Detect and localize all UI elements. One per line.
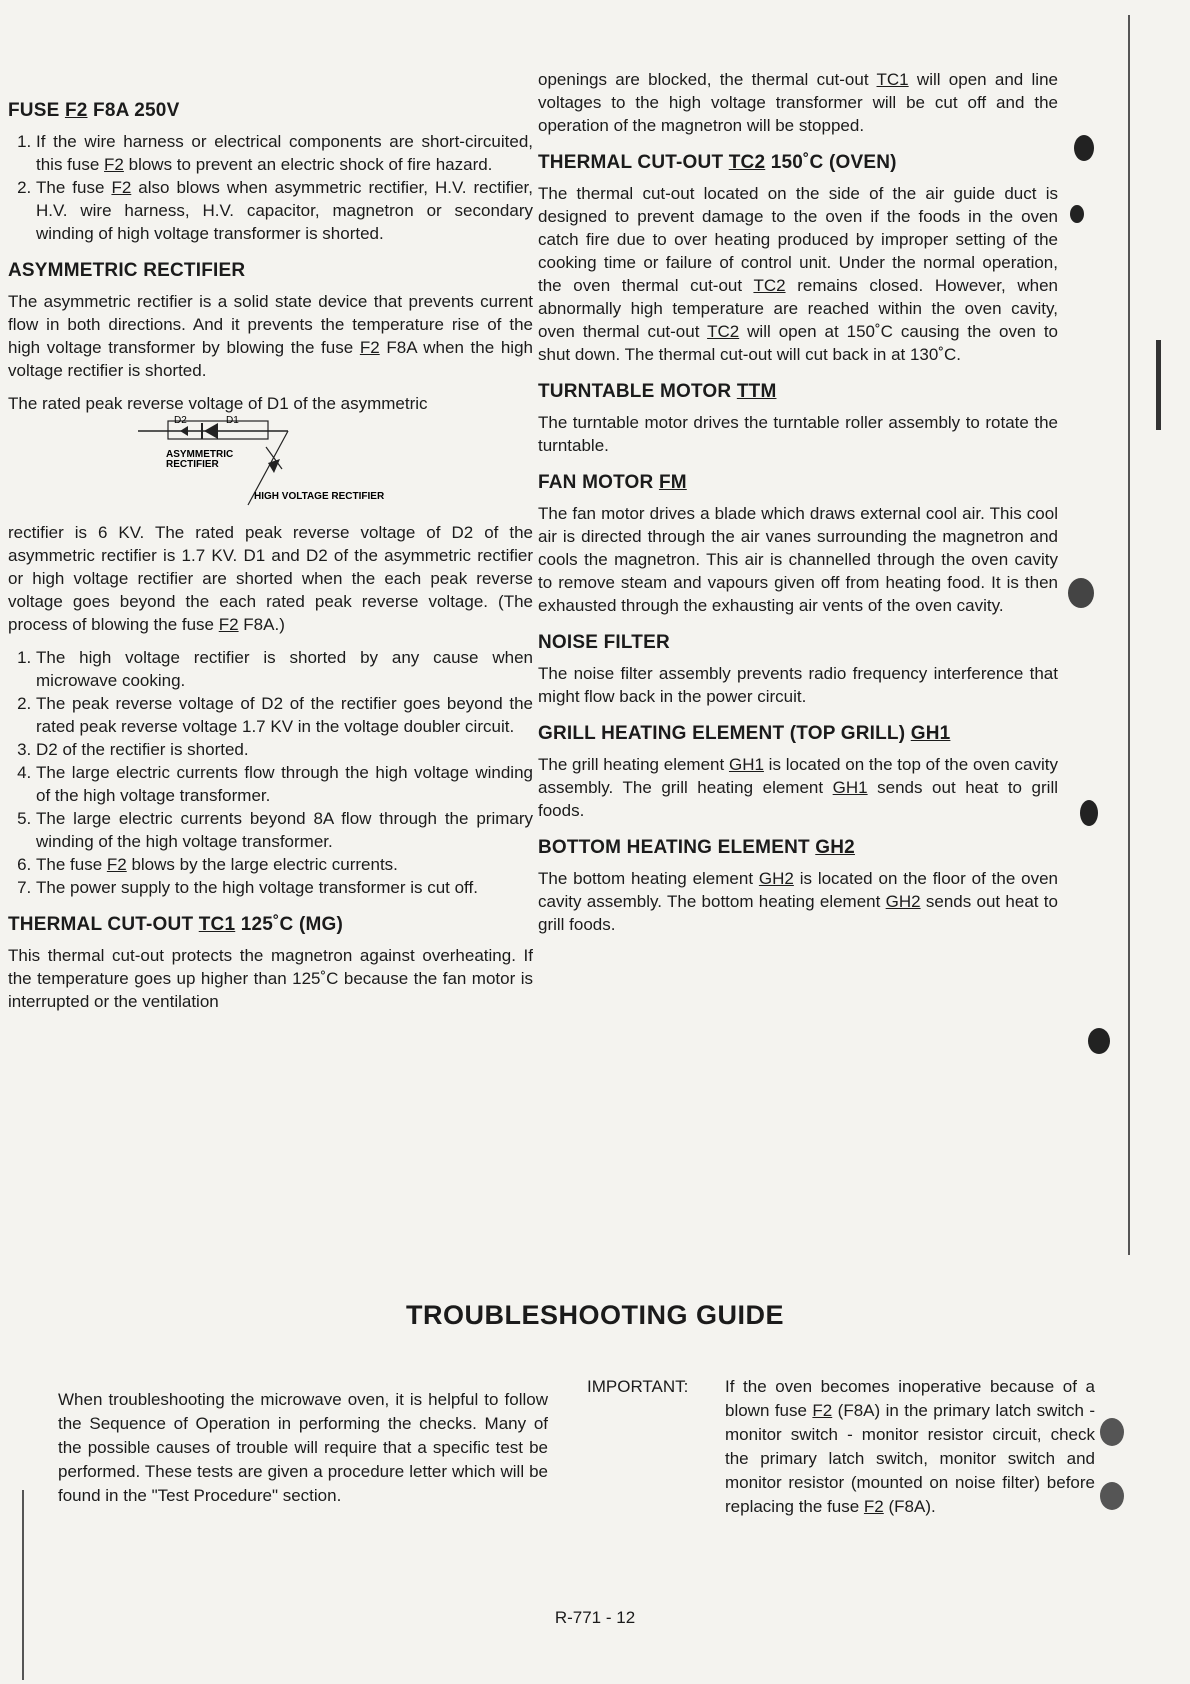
- fuse-heading: FUSE F2 F8A 250V: [8, 100, 180, 121]
- noise-filter-heading: NOISE FILTER: [538, 632, 670, 653]
- list-item: 4. The large electric currents flow through the high voltage winding of the high voltage transformer.: [36, 761, 533, 807]
- gh2-paragraph: The bottom heating element GH2 is located on the floor of the oven cavity assembly. The bottom heating element GH2 sends out heat to grill foods.: [538, 869, 1058, 934]
- list-item: 2. The fuse F2 also blows when asymmetric rectifier, H.V. rectifier, H.V. wire harness, H.V. capacitor, magnetron or secondary winding of high voltage transformer is shorted.: [36, 176, 533, 245]
- list-item: 3. D2 of the rectifier is shorted.: [36, 738, 533, 761]
- tc1-paragraph: This thermal cut-out protects the magnetron against overheating. If the temperature goes up higher than 125˚C because the fan motor is interrupted or the ventilation: [8, 946, 533, 1011]
- list-item: 1. The high voltage rectifier is shorted by any cause when microwave cooking.: [36, 646, 533, 692]
- rectifier-diagram-svg: [118, 415, 478, 515]
- tc1-continued-paragraph: openings are blocked, the thermal cut-out TC1 will open and line voltages to the high voltage transformer will be cut off and the operation of the magnetron will be stopped.: [538, 70, 1058, 135]
- right-column: [538, 68, 1058, 946]
- list-item: 2. The peak reverse voltage of D2 of the rectifier goes beyond the rated peak reverse voltage 1.7 KV in the voltage doubler circuit.: [36, 692, 533, 738]
- important-label: IMPORTANT:: [587, 1377, 689, 1396]
- reverse-voltage-paragraph: rectifier is 6 KV. The rated peak reverse voltage of D2 of the asymmetric rectifier is 1.7 KV. D1 and D2 of the asymmetric rectifier or high voltage rectifier are shorted when the each peak reverse voltage goes beyond the each rated peak reverse voltage. (The process of blowing the fuse F2 F8A.): [8, 523, 533, 634]
- asymmetric-rectifier-heading: ASYMMETRIC RECTIFIER: [8, 260, 246, 281]
- diode-d2-symbol: [180, 426, 188, 436]
- tc1-heading: THERMAL CUT-OUT TC1 125˚C (MG): [8, 914, 344, 935]
- d1-label: D1: [226, 415, 239, 426]
- list-item: 6. The fuse F2 blows by the large electric currents.: [36, 853, 533, 876]
- noise-filter-paragraph: The noise filter assembly prevents radio frequency interference that might flow back in the power circuit.: [538, 664, 1058, 706]
- binder-hole-mark: [1100, 1418, 1124, 1446]
- binder-hole-mark: [1074, 135, 1094, 161]
- list-item: 7. The power supply to the high voltage transformer is cut off.: [36, 876, 533, 899]
- reverse-voltage-lead: The rated peak reverse voltage of D1 of the asymmetric: [8, 394, 428, 413]
- d2-label: D2: [174, 415, 187, 426]
- asymmetric-rectifier-paragraph: The asymmetric rectifier is a solid state device that prevents current flow in both directions. And it prevents the temperature rise of the high voltage transformer by blowing the fuse F2 F8A when the high voltage rectifier is shorted.: [8, 292, 533, 380]
- tc2-paragraph: The thermal cut-out located on the side of the air guide duct is designed to prevent damage to the oven if the foods in the oven catch fire due to over heating produced by improper setting of the cooking time or failure of control unit. Under the normal operation, the oven thermal cut-out TC2 remains closed. However, when abnormally high temperature are reached within the oven cavity, oven thermal cut-out TC2 will open at 150˚C causing the oven to shut down. The thermal cut-out will cut back in at 130˚C.: [538, 184, 1058, 364]
- binder-hole-mark: [1068, 578, 1094, 608]
- gh1-heading: GRILL HEATING ELEMENT (TOP GRILL) GH1: [538, 723, 951, 744]
- asymmetric-label-1: ASYMMETRIC: [166, 449, 234, 460]
- binder-hole-mark: [1070, 205, 1084, 223]
- list-item: 1. If the wire harness or electrical components are short-circuited, this fuse F2 blows to prevent an electric shock of fire hazard.: [36, 130, 533, 176]
- blowing-process-list: [8, 646, 533, 899]
- scan-edge-line: [1156, 340, 1161, 430]
- rectifier-diagram: [118, 415, 478, 515]
- gh2-heading: BOTTOM HEATING ELEMENT GH2: [538, 837, 855, 858]
- asymmetric-label-2: RECTIFIER: [166, 459, 219, 470]
- important-text: If the oven becomes inoperative because of a blown fuse F2 (F8A) in the primary latch switch - monitor switch - monitor resistor circuit, check the primary latch switch, monitor switch and monitor resistor (mounted on noise filter) before replacing the fuse F2 (F8A).: [725, 1377, 1095, 1516]
- list-item: 5. The large electric currents beyond 8A flow through the primary winding of the high voltage transformer.: [36, 807, 533, 853]
- troubleshooting-intro: When troubleshooting the microwave oven, it is helpful to follow the Sequence of Operation in performing the checks. Many of the possible causes of trouble will require that a specific test be performed. These tests are given a procedure letter which will be found in the "Test Procedure" section.: [58, 1390, 548, 1505]
- tc2-heading: THERMAL CUT-OUT TC2 150˚C (OVEN): [538, 152, 897, 173]
- troubleshooting-title: TROUBLESHOOTING GUIDE: [405, 1300, 784, 1330]
- binder-hole-mark: [1100, 1482, 1124, 1510]
- turntable-motor-heading: TURNTABLE MOTOR TTM: [538, 381, 777, 402]
- turntable-motor-paragraph: The turntable motor drives the turntable roller assembly to rotate the turntable.: [538, 413, 1058, 455]
- scan-edge-line: [1128, 15, 1130, 1255]
- gh1-paragraph: The grill heating element GH1 is located on the top of the oven cavity assembly. The grill heating element GH1 sends out heat to grill foods.: [538, 755, 1059, 820]
- left-column: [8, 85, 533, 1023]
- binder-hole-mark: [1088, 1028, 1110, 1054]
- fan-motor-heading: FAN MOTOR FM: [538, 472, 687, 493]
- page-footer: R-771 - 12: [554, 1608, 636, 1627]
- hv-rectifier-symbol: [268, 459, 280, 473]
- hv-rectifier-label: HIGH VOLTAGE RECTIFIER: [254, 491, 385, 502]
- fan-motor-paragraph: The fan motor drives a blade which draws external cool air. This cool air is directed through the air vanes surrounding the magnetron and cools the magnetron. This air is channelled through the oven cavity to remove steam and vapours given off from heating food. It is then exhausted through the exhausting air vents of the oven cavity.: [538, 504, 1058, 615]
- fuse-list: [8, 130, 533, 245]
- binder-hole-mark: [1080, 800, 1098, 826]
- diode-d1-symbol: [204, 423, 218, 439]
- scan-edge-line: [22, 1490, 24, 1680]
